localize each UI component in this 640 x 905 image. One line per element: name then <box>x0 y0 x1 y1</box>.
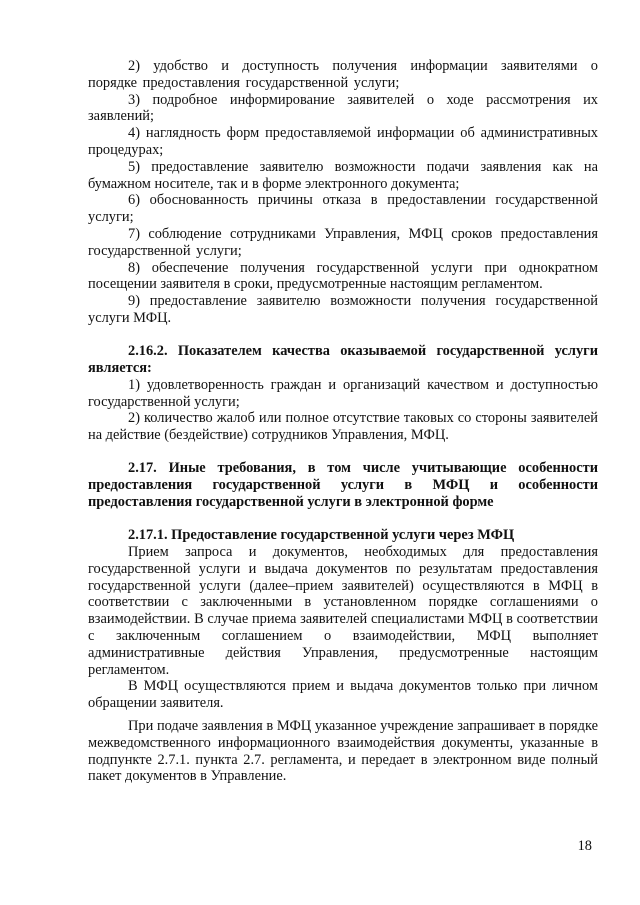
section-2-17-1-heading: 2.17.1. Предоставление государственной услуги через МФЦ <box>128 526 515 543</box>
section-2-17-heading: 2.17. Иные требования, в том числе учитывающие особенности предоставления государственной услуги в МФЦ и особенности предоставления государственной услуги в электронной форме <box>88 459 598 510</box>
mfc-paragraph-2: В МФЦ осуществляются прием и выдача документов только при личном обращении заявителя. <box>88 678 598 712</box>
list-item-3: 3) подробное информирование заявителей о ходе рассмотрения их заявлений; <box>88 91 598 125</box>
list-item-5: 5) предоставление заявителю возможности подачи заявления как на бумажном носителе, так и в форме электронного документа; <box>88 158 598 192</box>
mfc-paragraph-1: Прием запроса и документов, необходимых для предоставления государственной услуги и выдача документов по результатам предоставления государственной услуги (далее–прием заявителей) осуществляются в МФЦ в соответствии с заключенными в установленном порядке соглашениями о взаимодействии. В случае приема заявителей специалистами МФЦ в соответствии с заключенным соглашением о взаимодействии, МФЦ выполняет административные действия Управления, предусмотренные настоящим регламентом. <box>88 543 598 678</box>
page-number: 18 <box>577 838 592 854</box>
quality-indicator-1: 1) удовлетворенность граждан и организаций качеством и доступностью государственной услуги; <box>88 376 598 410</box>
mfc-paragraph-3: При подаче заявления в МФЦ указанное учреждение запрашивает в порядке межведомственного информационного взаимодействия документы, указанные в подпункте 2.7.1. пункта 2.7. регламента, и передает в электронном виде полный пакет документов в Управление. <box>88 717 598 785</box>
list-item-6: 6) обоснованность причины отказа в предоставлении государственной услуги; <box>88 192 598 226</box>
section-2-16-2-heading: 2.16.2. Показателем качества оказываемой государственной услуги является: <box>88 342 598 376</box>
list-item-9: 9) предоставление заявителю возможности получения государственной услуги МФЦ. <box>88 293 598 326</box>
list-item-8: 8) обеспечение получения государственной услуги при однократном посещении заявителя в сроки, предусмотренные настоящим регламентом. <box>88 259 598 293</box>
list-item-2: 2) удобство и доступность получения информации заявителями о порядке предоставления государственной услуги; <box>88 58 598 91</box>
quality-indicator-2: 2) количество жалоб или полное отсутствие таковых со стороны заявителей на действие (бездействие) сотрудников Управления, МФЦ. <box>88 410 598 444</box>
list-item-4: 4) наглядность форм предоставляемой информации об административных процедурах; <box>88 125 598 158</box>
list-item-7: 7) соблюдение сотрудниками Управления, МФЦ сроков предоставления государственной услуги; <box>88 225 598 259</box>
